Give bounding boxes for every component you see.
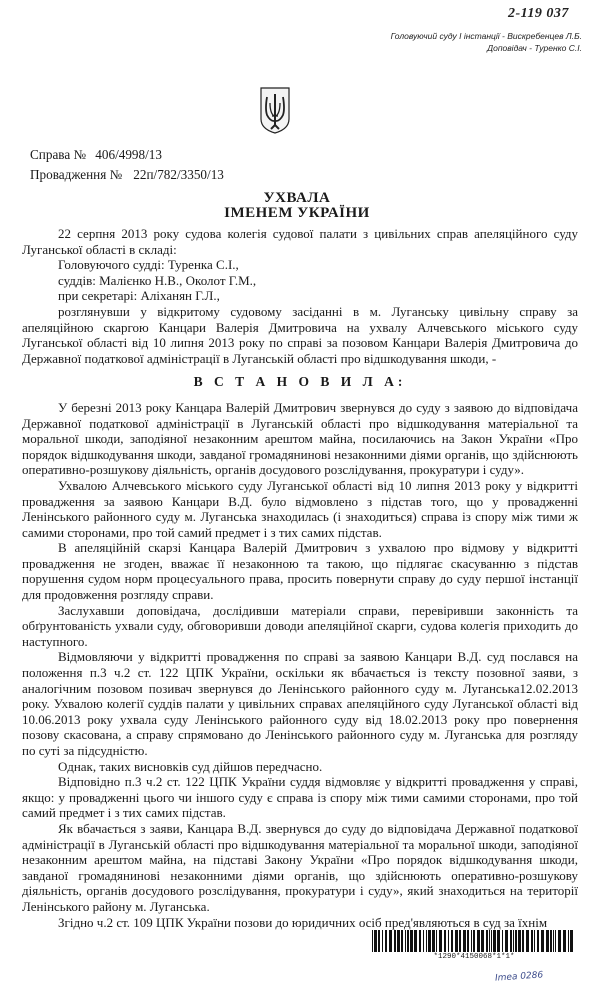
case-number-label: Справа № [30, 147, 87, 162]
body-paragraph: Однак, таких висновків суд дійшов передчасно. [58, 758, 323, 774]
handwritten-note: Imeа 0286 [494, 970, 544, 984]
barcode-bar [550, 930, 552, 952]
barcode-bar [372, 930, 373, 952]
barcode-bar [522, 930, 524, 952]
barcode-bar [459, 930, 461, 952]
document-subtitle: ІМЕНЕМ УКРАЇНИ [224, 205, 370, 221]
barcode-bar [401, 930, 403, 952]
case-numbers [30, 145, 224, 185]
barcode-bar [414, 930, 417, 952]
proceeding-number-value: 22п/782/3350/13 [133, 167, 224, 182]
document-title: УХВАЛА [263, 190, 331, 206]
barcode-bar [448, 930, 449, 952]
barcode-bar [541, 930, 544, 952]
body-paragraph: В апеляційній скарзі Канцара Валерій Дмитрович з ухвалою про відмову у відкритті провадження не згоден, вважає її незаконною та такою, що підлягає скасуванню з підстав порушення судом норм процесуального права, просить повернути справу до суду першої інстанції для продовження розгляду справи. [22, 540, 578, 603]
body-paragraph: Ухвалою Алчевського міського суду Луганської області від 10 липня 2013 року у відкритті провадження за заявою Канцари В.Д. було відмовлено з підстав того, що у провадженні Ленінського районного суду м. Луганська знаходилась (і знаходиться) справа із спору між тими ж самими сторонами, про той самий предмет і з тих самих підстав. [22, 477, 578, 540]
proceeding-number-row [30, 165, 224, 185]
barcode-bar [428, 930, 431, 952]
panel-judges: суддів: Малієнко Н.В., Околот Г.М., [58, 272, 257, 288]
barcode-bar [513, 930, 514, 952]
judge-info [391, 30, 582, 54]
barcode-bar [477, 930, 480, 952]
barcode-bar [502, 930, 503, 952]
barcode-bar [382, 930, 383, 952]
barcode-bar [526, 930, 529, 952]
barcode-bar [419, 930, 421, 952]
consideration-paragraph: розглянувши у відкритому судовому засіданні в м. Луганську цивільну справу за апеляційною скаргою Канцари Валерія Дмитровича на ухвалу Алчевського міського суду Луганської області від 10 липня 2013 року по справі за позовом Канцари Валерія Дмитровича до Державної податкової адміністрації в Луганській області про відшкодування шкоди, - [22, 303, 578, 366]
barcode-bar [534, 930, 535, 952]
barcode-bar [486, 930, 488, 952]
barcode-bar [389, 930, 392, 952]
barcode-bar [432, 930, 435, 952]
barcode-bar [455, 930, 458, 952]
barcode-bar [518, 930, 521, 952]
barcode-bar [531, 930, 533, 952]
barcode-bar [397, 930, 400, 952]
barcode-bar [493, 930, 496, 952]
barcode-bar [451, 930, 453, 952]
barcode-bar [515, 930, 517, 952]
barcode-bar [467, 930, 469, 952]
case-number-row [30, 145, 224, 165]
body-paragraph: Заслухавши доповідача, дослідивши матеріали справи, перевіривши законність та обґрунтованість ухвали суду, обговоривши доводи апеляційної скарги, судова колегія приходить до наступного. [22, 602, 578, 649]
barcode-bar [407, 930, 409, 952]
barcode-bar [473, 930, 475, 952]
barcode-bar [558, 930, 561, 952]
barcode-bar [374, 930, 377, 952]
barcode-bar [385, 930, 387, 952]
case-number-value: 406/4998/13 [95, 147, 162, 162]
barcode-bar [436, 930, 437, 952]
barcode-bar [510, 930, 512, 952]
barcode-bar [568, 930, 569, 952]
barcode-bar [570, 930, 573, 952]
barcode-number: *1290*4150068*1*1* [433, 953, 515, 961]
barcode-bar [505, 930, 508, 952]
coat-of-arms-icon [258, 85, 292, 135]
barcode-bar [491, 930, 492, 952]
presiding-judge: Головуючого судді: Туренка С.І., [58, 257, 239, 273]
presiding-judge-line: Головуючий суду І інстанції - Вискребенцев Л.Б. [390, 31, 582, 41]
case-code: 2-119 037 [508, 6, 569, 21]
body-paragraph: Відповідно п.3 ч.2 ст. 122 ЦПК України суддя відмовляє у відкритті провадження у справі, якщо: у провадженні цього чи іншого суду є справа із спору між тими самими сторонами, про той самий предмет і з тих самих підстав. [22, 774, 578, 821]
barcode-bar [481, 930, 484, 952]
body-paragraph: Як вбачається з заяви, Канцара В.Д. звернувся до суду до відповідача Державної податкової адміністрації в Луганській області про відшкодування матеріальної та моральної шкоди, заподіяної незаконним арештом майна, на підставі Закону України «Про порядок відшкодування шкоди, завданої громадянинові незаконними діями органів, що здійснюють оперативно-розшукову діяльність, органів досудового розслідування, прокуратури і суду», який знаходиться на території Ленінського району м. Луганська. [22, 820, 578, 914]
intro-paragraph: 22 серпня 2013 року судова колегія судової палати з цивільних справ апеляційного суду Луганської області в складі: [22, 226, 578, 257]
barcode-bar [546, 930, 549, 952]
court-secretary: при секретарі: Аліханян Г.Л., [58, 288, 220, 304]
barcode-bar [489, 930, 490, 952]
barcode-bar [439, 930, 442, 952]
barcode-bar [537, 930, 539, 952]
barcode-bar [426, 930, 427, 952]
body-paragraph: У березні 2013 року Канцара Валерій Дмитрович звернувся до суду з заявою до відповідача Державної податкової адміністрації в Луганській області про відшкодування матеріальної та моральної шкоди, заподіяної незаконним арештом майна, посилаючись на Закон України «Про порядок відшкодування шкоди, завданої громадянинові незаконними діями органів, що здійснюють оперативно-розшукову діяльність, органів досудового розслідування, прокуратури і суду». [22, 399, 578, 478]
barcode-bar [378, 930, 380, 952]
rapporteur-line: Доповідач - Туренко С.І. [487, 43, 582, 53]
barcode-icon [372, 930, 576, 952]
barcode-bar [553, 930, 554, 952]
barcode-bar [444, 930, 446, 952]
barcode-bar [410, 930, 413, 952]
ruling-heading: В С Т А Н О В И Л А: [193, 374, 407, 390]
barcode-bar [563, 930, 566, 952]
barcode-bar [394, 930, 396, 952]
body-paragraph: Згідно ч.2 ст. 109 ЦПК України позови до юридичних осіб пред'являються в суд за їхнім [58, 914, 548, 930]
barcode-bar [405, 930, 406, 952]
proceeding-number-label: Провадження № [30, 167, 123, 182]
barcode-bar [463, 930, 466, 952]
barcode-bar [423, 930, 424, 952]
barcode-bar [555, 930, 556, 952]
barcode-bar [497, 930, 500, 952]
document-body [22, 226, 578, 930]
barcode-bar [471, 930, 472, 952]
body-paragraph: Відмовляючи у відкритті провадження по справі за заявою Канцари В.Д. суд послався на положення п.3 ч.2 ст. 122 ЦПК України, оскільки як вбачається із тексту позовної заяви, з аналогічним позовом позивач звернувся до Ленінського районного суду м. Луганська12.02.2013 року. Ухвалою колегії суддів палати у цивільних справах апеляційного суду Луганської області від 10.06.2013 року ухвала суду Ленінського районного суду від 18.02.2013 року про повернення позову скасована, а справу спрямовано до Ленінського районного суду м. Луганська для розгляду по суті за підсудністю. [22, 649, 578, 758]
